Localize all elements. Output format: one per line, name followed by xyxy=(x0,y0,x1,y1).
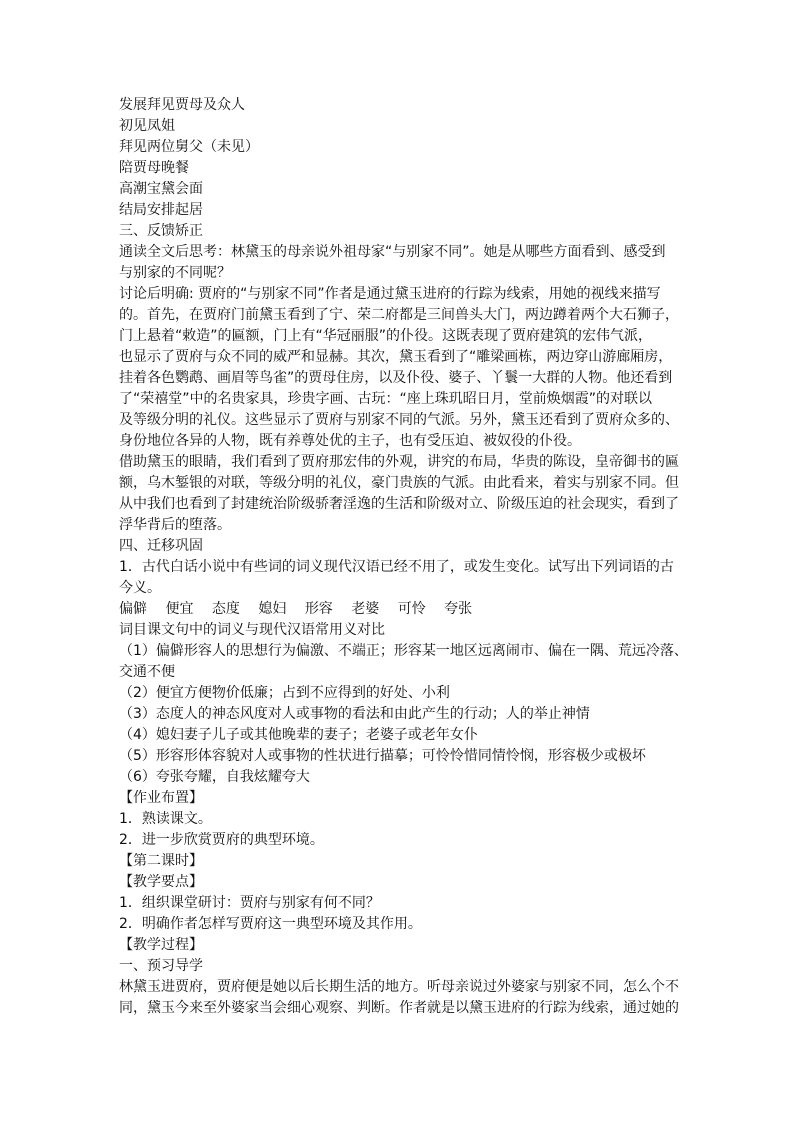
section-heading: 三、反馈矫正 xyxy=(119,223,203,239)
word-item: 夸张 xyxy=(444,601,473,617)
word-item: 偏僻 xyxy=(119,601,147,617)
points-heading: 【教学要点】 xyxy=(119,874,203,890)
question-line: 今义。 xyxy=(119,580,161,596)
point-item: 1．组织课堂研讨：贾府与别家有何不同？ xyxy=(119,895,380,911)
outline-line: 陪贾母晚餐 xyxy=(119,160,189,176)
outline-line: 拜见两位舅父（未见） xyxy=(119,139,259,155)
paragraph-line: 浮华背后的堕落。 xyxy=(119,517,231,533)
section-heading: 四、迁移巩固 xyxy=(119,538,203,554)
definition-line: （2）便宜方便物价低廉；占到不应得到的好处、小利 xyxy=(119,685,450,701)
definition-line: （1）偏僻形容人的思想行为偏激、不端正；形容某一地区远离闹市、偏在一隅、荒远冷落、 xyxy=(119,643,688,659)
outline-line: 高潮宝黛会面 xyxy=(119,181,203,197)
word-item: 形容 xyxy=(304,601,333,617)
outline-line: 结局安排起居 xyxy=(119,202,203,218)
paragraph-line: 从中我们也看到了封建统治阶级骄奢淫逸的生活和阶级对立、阶级压迫的社会现实，看到了 xyxy=(119,496,679,512)
paragraph-line: 林黛玉进贾府，贾府便是她以后长期生活的地方。听母亲说过外婆家与别家不同，怎么个不 xyxy=(119,979,679,995)
paragraph-line: 与别家的不同呢？ xyxy=(119,265,231,281)
paragraph-line: 讨论后明确: 贾府的“与别家不同”作者是通过黛玉进府的行踪为线索，用她的视线来描写 xyxy=(119,286,661,302)
outline-line: 初见凤姐 xyxy=(119,118,175,134)
definition-line: 交通不便 xyxy=(119,664,175,680)
paragraph-line: 额，乌木錾银的对联，等级分明的礼仪，豪门贵族的气派。由此看来，着实与别家不同。但 xyxy=(119,475,679,491)
homework-heading: 【作业布置】 xyxy=(119,790,203,806)
compare-title: 词目课文句中的词义与现代汉语常用义对比 xyxy=(119,622,385,638)
paragraph-line: 身份地位各异的人物，既有养尊处优的主子，也有受压迫、被奴役的仆役。 xyxy=(119,433,581,449)
homework-item: 2．进一步欣赏贾府的典型环境。 xyxy=(119,832,324,848)
word-item: 媳妇 xyxy=(258,601,287,617)
definition-line: （6）夸张夸耀，自我炫耀夸大 xyxy=(119,769,310,785)
definition-line: （4）媳妇妻子儿子或其他晚辈的妻子；老婆子或老年女仆 xyxy=(119,727,478,743)
paragraph-line: 通读全文后思考：林黛玉的母亲说外祖母家“与别家不同”。她是从哪些方面看到、感受到 xyxy=(119,244,666,260)
paragraph-line: 也显示了贾府与众不同的威严和显赫。其次，黛玉看到了“雕梁画栋，两边穿山游廊厢房， xyxy=(119,349,673,365)
lesson-heading: 【第二课时】 xyxy=(119,853,203,869)
word-list xyxy=(119,599,689,620)
paragraph-line: 门上悬着“敕造”的匾额，门上有“华冠丽服”的仆役。这既表现了贾府建筑的宏伟气派， xyxy=(119,328,653,344)
document-page xyxy=(119,95,689,1019)
definition-line: （5）形容形体容貌对人或事物的性状进行描摹；可怜怜惜同情怜悯，形容极少或极坏 xyxy=(119,748,646,764)
word-item: 态度 xyxy=(211,601,240,617)
paragraph-line: 挂着各色鹦鹉、画眉等鸟雀”的贾母住房，以及仆役、婆子、丫鬟一大群的人物。他还看到 xyxy=(119,370,673,386)
definition-line: （3）态度人的神态风度对人或事物的看法和由此产生的行动；人的举止神情 xyxy=(119,706,590,722)
word-item: 便宜 xyxy=(165,601,194,617)
paragraph-line: 了“荣禧堂”中的名贵家具，珍贵字画、古玩：“座上珠玑昭日月，堂前焕烟霞”的对联以 xyxy=(119,391,653,407)
word-item: 老婆 xyxy=(351,601,380,617)
outline-line: 发展拜见贾母及众人 xyxy=(119,97,245,113)
process-heading: 【教学过程】 xyxy=(119,937,203,953)
question-line: 1．古代白话小说中有些词的词义现代汉语已经不用了，或发生变化。试写出下列词语的古 xyxy=(119,559,674,575)
paragraph-line: 的。首先，在贾府门前黛玉看到了宁、荣二府都是三间兽头大门，两边蹲着两个大石狮子， xyxy=(119,307,679,323)
homework-item: 1．熟读课文。 xyxy=(119,811,212,827)
paragraph-line: 借助黛玉的眼睛，我们看到了贾府那宏伟的外观，讲究的布局，华贵的陈设，皇帝御书的匾 xyxy=(119,454,679,470)
paragraph-line: 及等级分明的礼仪。这些显示了贾府与别家不同的气派。另外，黛玉还看到了贾府众多的、 xyxy=(119,412,679,428)
paragraph-line: 同，黛玉今来至外婆家当会细心观察、判断。作者就是以黛玉进府的行踪为线索，通过她的 xyxy=(119,1000,679,1016)
word-item: 可怜 xyxy=(397,601,426,617)
point-item: 2．明确作者怎样写贾府这一典型环境及其作用。 xyxy=(119,916,422,932)
section-heading: 一、预习导学 xyxy=(119,958,203,974)
